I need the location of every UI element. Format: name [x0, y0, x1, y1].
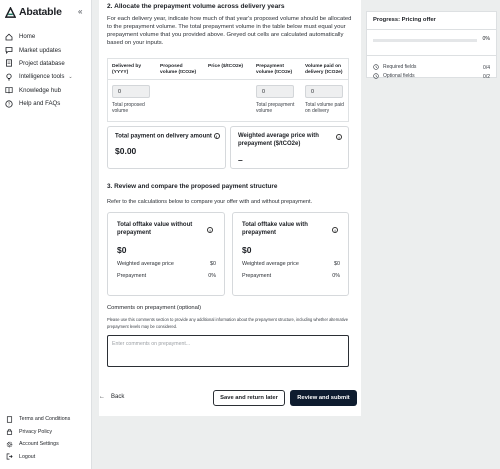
- offtake-with-prepayment-value: 0%: [332, 273, 340, 279]
- progress-bar: [373, 39, 477, 42]
- sidebar-item-label: Project database: [19, 59, 65, 67]
- comments-label: Comments on prepayment (optional): [107, 305, 202, 311]
- sidebar-item-label: Intelligence tools: [19, 73, 65, 81]
- offtake-without-weighted-label: Weighted average price: [117, 261, 174, 267]
- home-icon: [5, 33, 13, 41]
- info-icon[interactable]: i: [207, 227, 213, 233]
- weighted-average-price-card: [230, 126, 349, 169]
- total-prepayment-volume-cell: 0: [256, 85, 294, 98]
- column-header: Prepayment volume (tCO2e): [256, 64, 293, 75]
- sidebar-item-home[interactable]: [5, 30, 89, 43]
- column-header: Proposed volume (tCO2e): [160, 64, 197, 75]
- book-icon: [5, 86, 13, 94]
- divider: [367, 29, 496, 30]
- chat-bubble-icon: [5, 46, 13, 54]
- offtake-without-prepayment-label: Prepayment: [117, 273, 147, 279]
- section-2-heading: 2. Allocate the prepayment volume across delivery years: [107, 3, 285, 10]
- offtake-with-title: Total offtake value with prepayment: [242, 222, 308, 236]
- sidebar-item-privacy[interactable]: [5, 426, 89, 439]
- payment-on-delivery-value: $0.00: [115, 146, 137, 156]
- progress-title: Progress: Pricing offer: [373, 17, 436, 23]
- offtake-with-weighted-label: Weighted average price: [242, 261, 299, 267]
- back-button[interactable]: [99, 394, 124, 400]
- section-3-intro: Refer to the calculations below to compare your offer with and without prepayment.: [107, 199, 313, 205]
- app-logo[interactable]: [5, 6, 62, 18]
- info-icon[interactable]: i: [336, 134, 342, 140]
- sidebar-item-knowledge-hub[interactable]: [5, 84, 89, 97]
- document-icon: [5, 59, 13, 67]
- table-divider: [108, 79, 348, 80]
- app-name: Abatable: [19, 6, 62, 18]
- info-icon[interactable]: i: [214, 133, 220, 139]
- section-2-intro: For each delivery year, indicate how much of that year's proposed volume should be allocated to the prepayment volume. The total prepayment volume in the table below must equal your prepayment volume that you provided above. Greyed out cells are calculated automatically based on your inputs.: [107, 16, 352, 46]
- column-header: Volume paid on delivery (tCO2e): [305, 64, 343, 75]
- gear-icon: [5, 440, 13, 448]
- allocation-table: [107, 58, 349, 122]
- sidebar-item-project-database[interactable]: [5, 57, 89, 70]
- offer-form: [99, 0, 361, 416]
- total-volume-on-delivery-label: Total volume paid on delivery: [305, 102, 344, 114]
- total-volume-on-delivery-cell: 0: [305, 85, 343, 98]
- svg-text:?: ?: [7, 101, 11, 107]
- weighted-average-price-value: –: [238, 155, 243, 165]
- total-prepayment-volume-label: Total prepayment volume: [256, 102, 295, 114]
- offtake-without-weighted-value: $0: [210, 261, 216, 267]
- progress-percent: 0%: [482, 36, 490, 42]
- sidebar-item-label: Market updates: [19, 46, 62, 54]
- lock-icon: [5, 428, 13, 436]
- sidebar-item-label: Home: [19, 33, 36, 41]
- card-title: [115, 133, 223, 141]
- sidebar-item-market-updates[interactable]: [5, 43, 89, 56]
- document-icon: [5, 415, 13, 423]
- divider: [367, 55, 496, 56]
- total-proposed-volume-cell: 0: [112, 85, 150, 98]
- save-and-return-button[interactable]: Save and return later: [213, 390, 285, 406]
- double-chevron-left-icon[interactable]: «: [78, 7, 83, 16]
- total-proposed-volume-label: Total proposed volume: [112, 102, 145, 114]
- sidebar-item-label: Privacy Policy: [19, 428, 52, 435]
- section-3-heading: 3. Review and compare the proposed payment structure: [107, 183, 278, 190]
- review-and-submit-button[interactable]: Review and submit: [290, 390, 357, 406]
- sidebar-footer-nav: [5, 413, 89, 463]
- lightbulb-icon: [5, 73, 13, 81]
- arrow-left-icon: ←: [99, 394, 105, 400]
- offtake-with-prepayment-label: Prepayment: [242, 273, 272, 279]
- payment-on-delivery-card: [107, 126, 226, 169]
- weighted-average-price-label: Weighted average price with prepayment ($/tCO2e): [238, 133, 319, 147]
- sidebar-item-help-and-faqs[interactable]: [5, 97, 89, 110]
- offtake-without-value: $0: [117, 245, 127, 255]
- sidebar-item-logout[interactable]: [5, 451, 89, 464]
- offtake-without-prepayment-card: [107, 212, 225, 296]
- sidebar: [0, 0, 92, 469]
- sidebar-item-label: Account Settings: [19, 441, 59, 448]
- offtake-without-prepayment-value: 0%: [208, 273, 216, 279]
- question-circle-icon: [5, 100, 13, 108]
- offtake-without-title: Total offtake value without prepayment: [117, 222, 193, 236]
- sidebar-item-label: Terms and Conditions: [19, 416, 71, 423]
- optional-fields-row: [373, 73, 415, 79]
- comments-help-text: Please use this comments section to provide any additional information about the prepayment structure, including whether alternative prepayment levels may be considered.: [107, 317, 348, 329]
- sidebar-item-label: Help and FAQs: [19, 100, 61, 108]
- logout-icon: [5, 453, 13, 461]
- clock-icon: [373, 73, 379, 79]
- payment-on-delivery-label: Total payment on delivery amount: [115, 133, 212, 140]
- sidebar-item-label: Logout: [19, 453, 36, 460]
- sidebar-item-terms[interactable]: [5, 413, 89, 426]
- abatable-logo-icon: [5, 7, 16, 18]
- chevron-down-icon[interactable]: ⌄: [68, 73, 73, 80]
- back-label: Back: [111, 394, 125, 400]
- offtake-with-weighted-value: $0: [334, 261, 340, 267]
- sidebar-nav: [5, 30, 89, 110]
- progress-panel: [366, 11, 497, 78]
- column-header: Price ($/tCO2e): [208, 64, 244, 69]
- offtake-with-value: $0: [242, 245, 252, 255]
- optional-fields-count: 0/2: [483, 74, 490, 80]
- required-fields-row: [373, 64, 416, 70]
- offtake-with-prepayment-card: [232, 212, 349, 296]
- column-header: Delivered by (YYYY): [112, 64, 142, 75]
- required-fields-count: 0/4: [483, 65, 490, 71]
- sidebar-item-account-settings[interactable]: [5, 438, 89, 451]
- sidebar-item-label: Knowledge hub: [19, 86, 62, 94]
- sidebar-item-intelligence-tools[interactable]: [5, 70, 89, 83]
- comments-textarea[interactable]: Enter comments on prepayment...: [107, 335, 349, 367]
- clock-icon: [373, 64, 379, 70]
- optional-fields-label: Optional fields: [383, 73, 415, 79]
- info-icon[interactable]: i: [332, 227, 338, 233]
- required-fields-label: Required fields: [383, 64, 417, 70]
